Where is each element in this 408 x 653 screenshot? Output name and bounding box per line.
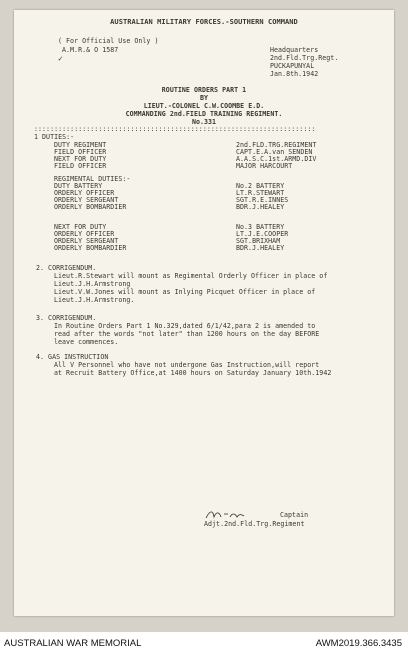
- duty-assignee: MAJOR HARCOURT: [236, 162, 293, 170]
- signatory-position: Adjt.2nd.Fld.Trg.Regiment: [204, 520, 305, 528]
- duty-role: FIELD OFFICER: [54, 148, 107, 156]
- duty-role: NEXT FOR DUTY: [54, 155, 107, 163]
- duty-role: ORDERLY BOMBARDIER: [54, 203, 127, 211]
- regimental-duties-heading: REGIMENTAL DUTIES:-: [54, 175, 131, 183]
- paragraph-line: Lieut.J.H.Armstrong: [54, 280, 131, 288]
- paragraph-line: All V Personnel who have not undergone Gas Instruction,will report: [54, 361, 320, 369]
- hq-line-3: PUCKAPUNYAL: [270, 62, 315, 70]
- document-header-title: AUSTRALIAN MILITARY FORCES.-SOUTHERN COMMAND: [110, 18, 298, 26]
- signatory-rank: Captain: [280, 511, 309, 519]
- paragraph-line: Lieut.V.W.Jones will mount as Inlying Picquet Officer in place of: [54, 288, 316, 296]
- paragraph-line: at Recruit Battery Office,at 1400 hours on Saturday January 10th.1942: [54, 369, 332, 377]
- duty-role: ORDERLY SERGEANT: [54, 237, 119, 245]
- orders-by: BY: [199, 94, 209, 102]
- paragraph-line: Lieut.R.Stewart will mount as Regimental Orderly Officer in place of: [54, 272, 328, 280]
- duty-role: DUTY BATTERY: [54, 182, 103, 190]
- separator-rule: ::::::::::::::::::::::::::::::::::::::::::::::::::::::::::::::::::::::: [34, 126, 316, 133]
- pen-mark-icon: ✓: [58, 54, 63, 63]
- duty-assignee: BDR.J.HEALEY: [236, 203, 285, 211]
- duty-assignee: BDR.J.HEALEY: [236, 244, 285, 252]
- official-use-note: ( For Official Use Only ): [58, 37, 159, 45]
- corrigendum-heading: 3. CORRIGENDUM.: [36, 314, 97, 322]
- duty-role: ORDERLY SERGEANT: [54, 196, 119, 204]
- gas-instruction-heading: 4. GAS INSTRUCTION: [36, 353, 109, 361]
- paragraph-line: Lieut.J.H.Armstrong.: [54, 296, 135, 304]
- duty-assignee: No.2 BATTERY: [236, 182, 285, 190]
- paragraph-line: read after the words "not later" than 1200 hours on the day BEFORE: [54, 330, 320, 338]
- accession-number: AWM2019.366.3435: [315, 638, 402, 649]
- duty-role: DUTY REGIMENT: [54, 141, 107, 149]
- duty-assignee: SGT.R.E.INNES: [236, 196, 289, 204]
- duty-assignee: LT.J.E.COOPER: [236, 230, 289, 238]
- duty-assignee: SGT.BRIXHAM: [236, 237, 281, 245]
- duty-role: FIELD OFFICER: [54, 162, 107, 170]
- duty-assignee: LT.R.STEWART: [236, 189, 285, 197]
- corrigendum-heading: 2. CORRIGENDUM.: [36, 264, 97, 272]
- commanding-officer: LIEUT.-COLONEL C.W.COOMBE E.D.: [143, 102, 265, 110]
- duty-role: NEXT FOR DUTY: [54, 223, 107, 231]
- institution-label: AUSTRALIAN WAR MEMORIAL: [4, 638, 142, 649]
- duty-role: ORDERLY BOMBARDIER: [54, 244, 127, 252]
- hq-date: Jan.8th.1942: [270, 70, 319, 78]
- paragraph-line: leave commences.: [54, 338, 119, 346]
- duty-assignee: A.A.S.C.1st.ARMD.DIV: [236, 155, 317, 163]
- hq-line-2: 2nd.Fld.Trg.Regt.: [270, 54, 339, 62]
- paragraph-line: In Routine Orders Part 1 No.329,dated 6/1/42,para 2 is amended to: [54, 322, 316, 330]
- duty-role: ORDERLY OFFICER: [54, 230, 115, 238]
- orders-number: No.331: [191, 118, 217, 126]
- amra-reference: A.M.R.& O 1587: [62, 46, 119, 54]
- document-page: [14, 10, 394, 616]
- hq-line-1: Headquarters: [270, 46, 319, 54]
- archive-footer: [0, 632, 408, 653]
- duty-assignee: No.3 BATTERY: [236, 223, 285, 231]
- duties-heading: 1 DUTIES:-: [34, 133, 75, 141]
- commanding-unit: COMMANDING 2nd.FIELD TRAINING REGIMENT.: [125, 110, 283, 118]
- orders-title: ROUTINE ORDERS PART 1: [161, 86, 247, 94]
- duty-assignee: 2nd.FLD.TRG.REGIMENT: [236, 141, 317, 149]
- duty-assignee: CAPT.E.A.van SENDEN: [236, 148, 313, 156]
- duty-role: ORDERLY OFFICER: [54, 189, 115, 197]
